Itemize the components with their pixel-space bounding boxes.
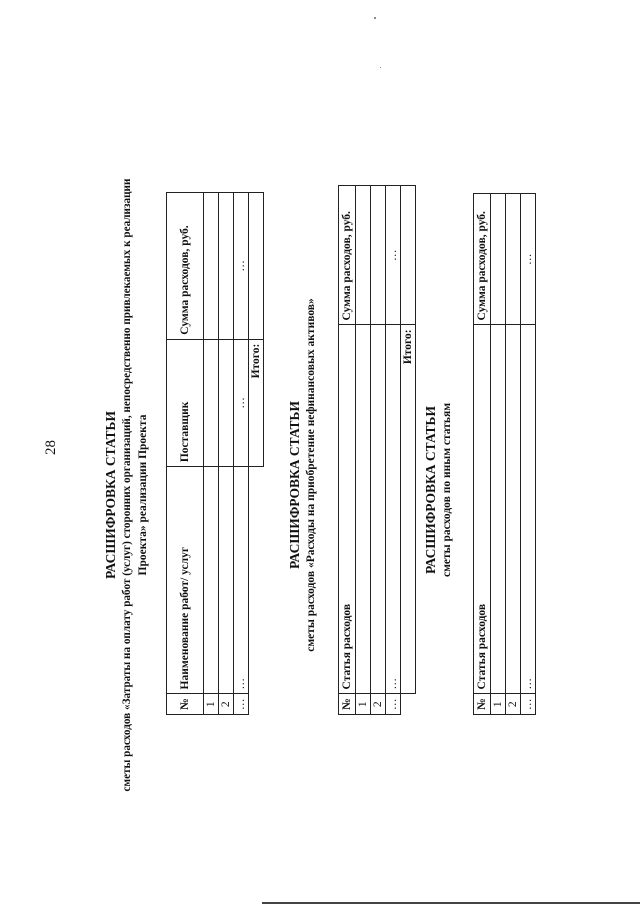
row-expense-item <box>506 325 521 694</box>
section3-title: РАСШИФРОВКА СТАТЬИ <box>423 406 438 574</box>
section2-table <box>338 185 416 715</box>
header-amount: Сумма расходов, руб. <box>167 193 204 340</box>
row-amount <box>204 193 219 340</box>
header-expense-item: Статья расходов <box>339 325 356 694</box>
table-header-row <box>339 186 356 715</box>
row-number: 2 <box>371 694 386 715</box>
row-supplier <box>204 339 219 466</box>
row-work-name <box>204 467 219 694</box>
table-row <box>234 193 249 715</box>
section2-title: РАСШИФРОВКА СТАТЬИ <box>287 401 302 569</box>
row-amount <box>356 186 371 325</box>
total-label: Итого: <box>249 339 264 466</box>
section3-table <box>473 193 536 715</box>
row-expense-item <box>371 325 386 694</box>
row-amount <box>491 194 506 325</box>
row-amount: … <box>521 194 536 325</box>
section1-table <box>166 192 264 715</box>
table-row <box>386 186 401 715</box>
row-number: 2 <box>219 694 234 715</box>
row-amount <box>506 194 521 325</box>
scan-edge-line <box>262 902 640 904</box>
row-supplier <box>219 339 234 466</box>
table-total-row <box>401 186 416 715</box>
table-row <box>219 193 234 715</box>
header-amount: Сумма расходов, руб. <box>339 186 356 325</box>
page-number: 28 <box>43 440 59 455</box>
header-number: № <box>474 694 491 715</box>
header-work-name: Наименование работ/ услуг <box>167 467 204 694</box>
scan-speck <box>380 67 381 68</box>
header-expense-item: Статья расходов <box>474 325 491 694</box>
section1-subtitle-line2: Проекта» реализации Проекта <box>137 414 149 576</box>
row-number: … <box>234 694 249 715</box>
table-row <box>356 186 371 715</box>
row-number: … <box>386 694 401 715</box>
section1-subtitle-line1: сметы расходов «Затраты на оплату работ (услуг) сторонних организаций, непосредственно привлекаемых к реализации <box>121 178 133 792</box>
total-value <box>249 193 264 340</box>
table-row <box>204 193 219 715</box>
row-expense-item <box>491 325 506 694</box>
row-expense-item: … <box>386 325 401 694</box>
section2-subtitle: сметы расходов «Расходы на приобретение нефинансовых активов» <box>305 298 317 652</box>
row-amount <box>219 193 234 340</box>
row-expense-item <box>356 325 371 694</box>
header-supplier: Поставщик <box>167 339 204 466</box>
row-work-name: … <box>234 467 249 694</box>
table-row <box>371 186 386 715</box>
header-number: № <box>339 694 356 715</box>
row-number: 1 <box>356 694 371 715</box>
total-label: Итого: <box>401 325 416 694</box>
table-header-row <box>474 194 491 715</box>
table-row <box>506 194 521 715</box>
table-row <box>491 194 506 715</box>
row-number: 2 <box>506 694 521 715</box>
row-amount: … <box>386 186 401 325</box>
header-number: № <box>167 694 204 715</box>
row-number: 1 <box>491 694 506 715</box>
row-supplier: … <box>234 339 249 466</box>
row-amount: … <box>234 193 249 340</box>
scan-speck <box>374 17 376 19</box>
table-header-row <box>167 193 204 715</box>
table-total-row <box>249 193 264 715</box>
total-value <box>401 186 416 325</box>
row-number: 1 <box>204 694 219 715</box>
row-amount <box>371 186 386 325</box>
section3-subtitle: сметы расходов по иным статьям <box>441 402 453 578</box>
row-expense-item: … <box>521 325 536 694</box>
table-row <box>521 194 536 715</box>
row-number: … <box>521 694 536 715</box>
header-amount: Сумма расходов, руб. <box>474 194 491 325</box>
row-work-name <box>219 467 234 694</box>
section1-title: РАСШИФРОВКА СТАТЬИ <box>103 411 118 579</box>
